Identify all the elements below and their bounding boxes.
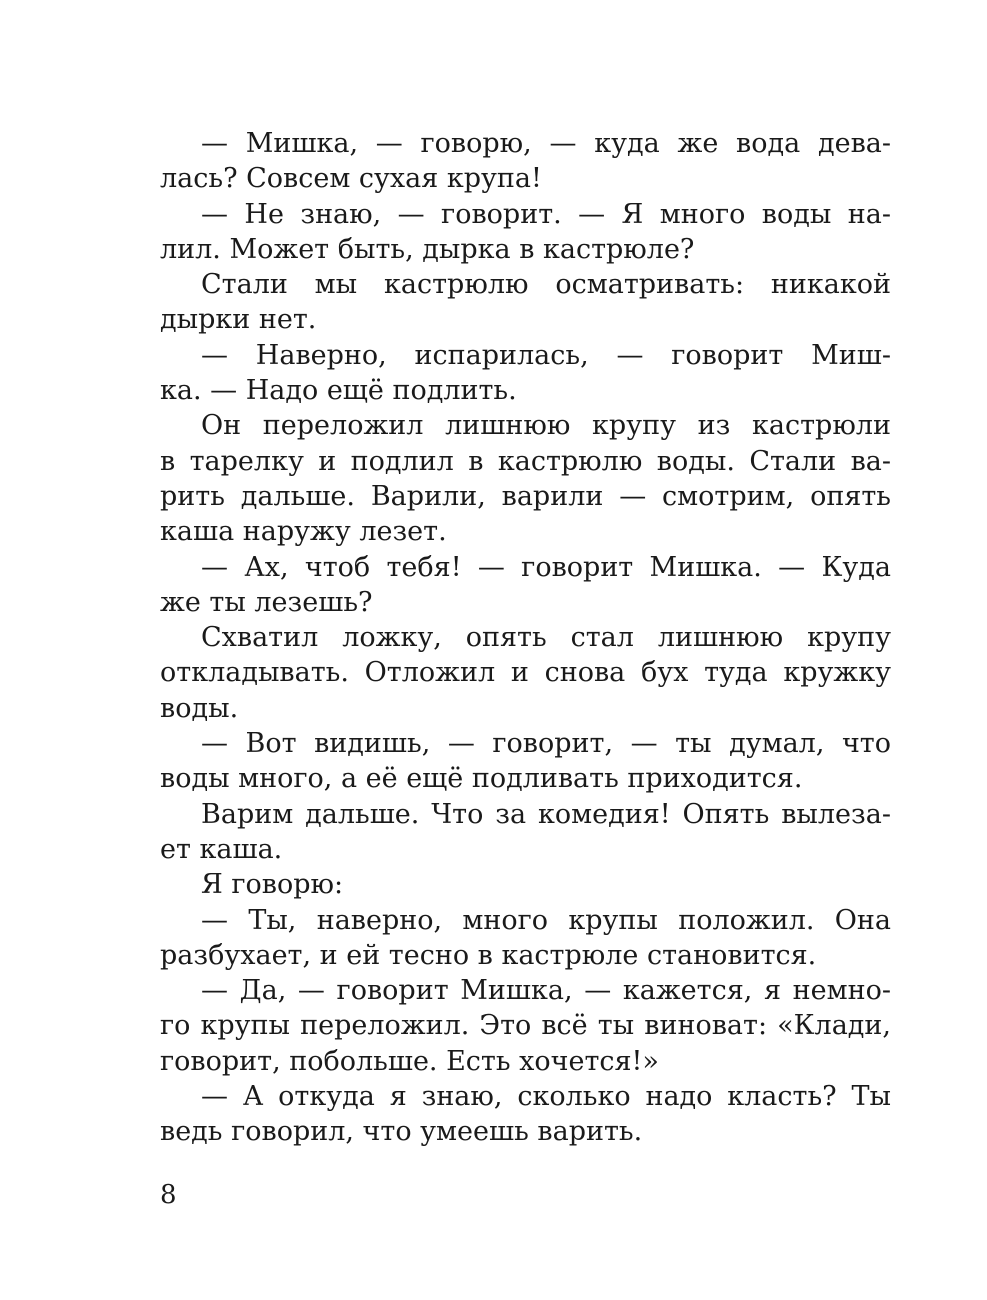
body-text [160, 126, 891, 1150]
text-line: рить дальше. Варили, варили — смотрим, опять [160, 480, 891, 512]
text-line: Он переложил лишнюю крупу из кастрюли [201, 410, 891, 442]
text-line: дырки нет. [160, 304, 317, 336]
text-line: ет каша. [160, 833, 283, 865]
text-line: — Да, — говорит Мишка, — кажется, я немно- [201, 975, 891, 1007]
text-line: Варим дальше. Что за комедия! Опять вылеза- [201, 798, 891, 830]
text-line: откладывать. Отложил и снова бух туда кружку [160, 657, 891, 689]
text-line: ка. — Надо ещё подлить. [160, 375, 517, 407]
text-line: го крупы переложил. Это всё ты виноват: «Клади, [160, 1010, 891, 1042]
text-line: ведь говорил, что умеешь варить. [160, 1116, 643, 1148]
text-line: в тарелку и подлил в кастрюлю воды. Стали ва- [160, 445, 891, 477]
text-line: лась? Совсем сухая крупа! [160, 163, 542, 195]
text-line: воды много, а её ещё подливать приходится. [160, 763, 803, 795]
text-line: же ты лезешь? [160, 586, 373, 618]
text-line: говорит, побольше. Есть хочется!» [160, 1045, 659, 1077]
text-line: — Ты, наверно, много крупы положил. Она [201, 904, 891, 936]
page-number: 8 [160, 1180, 177, 1210]
text-line: — Наверно, испарилась, — говорит Миш- [201, 339, 891, 371]
text-line: Я говорю: [201, 869, 344, 901]
text-line: — Мишка, — говорю, — куда же вода дева- [201, 128, 891, 159]
text-line: каша наружу лезет. [160, 516, 447, 548]
text-line: разбухает, и ей тесно в кастрюле становится. [160, 939, 817, 971]
text-line: — Вот видишь, — говорит, — ты думал, что [201, 728, 891, 760]
text-line: — Не знаю, — говорит. — Я много воды на- [201, 198, 891, 230]
text-line: Стали мы кастрюлю осматривать: никакой [201, 269, 891, 301]
text-line: лил. Может быть, дырка в кастрюле? [160, 233, 695, 265]
text-line: воды. [160, 692, 239, 724]
text-line: — Ах, чтоб тебя! — говорит Мишка. — Куда [201, 551, 891, 583]
text-line: — А откуда я знаю, сколько надо класть? Ты [201, 1081, 891, 1113]
text-line: Схватил ложку, опять стал лишнюю крупу [201, 622, 891, 654]
